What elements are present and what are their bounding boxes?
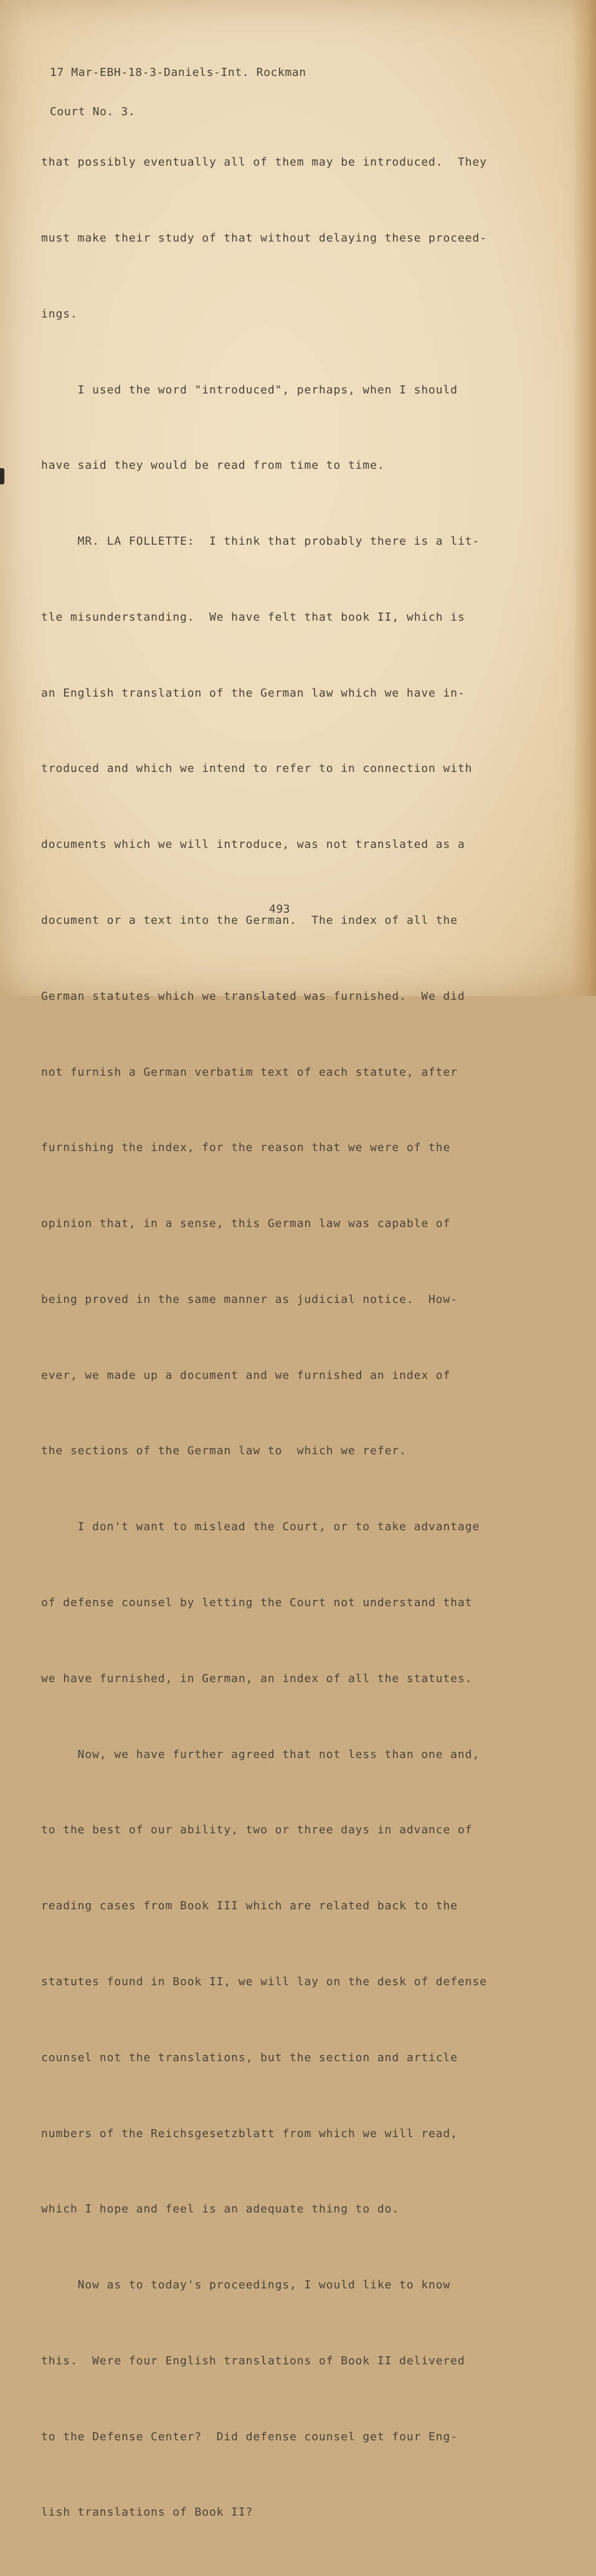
text-line: we have furnished, in German, an index of all the statutes.: [41, 1671, 473, 1685]
text-line: of defense counsel by letting the Court not understand that: [41, 1596, 473, 1610]
text-line: the sections of the German law to which we refer.: [41, 1444, 407, 1458]
header-line-2: Court No. 3.: [50, 105, 136, 118]
text-line: I don't want to mislead the Court, or to take advantage: [41, 1520, 480, 1534]
transcript-body: [41, 100, 514, 2576]
text-line: lish translations of Book II?: [41, 2506, 253, 2519]
text-line: statutes found in Book II, we will lay on the desk of defense: [41, 1975, 487, 1988]
text-line: troduced and which we intend to refer to in connection with: [41, 762, 473, 776]
text-line: not furnish a German verbatim text of each statute, after: [41, 1065, 458, 1079]
text-line: German statutes which we translated was furnished. We did: [41, 989, 465, 1003]
text-line: this. Were four English translations of Book II delivered: [41, 2354, 465, 2367]
text-line: ings.: [41, 307, 78, 321]
text-line: to the Defense Center? Did defense counsel get four Eng-: [41, 2430, 458, 2443]
page-number: 493: [269, 903, 291, 916]
text-line: MR. LA FOLLETTE: I think that probably there is a lit-: [41, 535, 480, 548]
text-line: to the best of our ability, two or three days in advance of: [41, 1823, 473, 1837]
text-line: Now, we have further agreed that not less than one and,: [41, 1747, 480, 1761]
text-line: being proved in the same manner as judicial notice. How-: [41, 1292, 458, 1306]
text-line: documents which we will introduce, was not translated as a: [41, 838, 465, 852]
text-line: tle misunderstanding. We have felt that book II, which is: [41, 610, 465, 624]
binding-mark: [0, 468, 4, 484]
text-line: reading cases from Book III which are related back to the: [41, 1899, 458, 1913]
header-line-1: 17 Mar-EBH-18-3-Daniels-Int. Rockman: [50, 66, 306, 79]
text-line: an English translation of the German law which we have in-: [41, 686, 465, 700]
text-line: document or a text into the German. The index of all the: [41, 914, 458, 927]
text-line: furnishing the index, for the reason that we were of the: [41, 1141, 451, 1155]
text-line: have said they would be read from time to time.: [41, 459, 385, 472]
page-edge-shadow: [572, 0, 596, 996]
text-line: opinion that, in a sense, this German law was capable of: [41, 1217, 451, 1231]
text-line: which I hope and feel is an adequate thing to do.: [41, 2202, 400, 2216]
text-line: counsel not the translations, but the section and article: [41, 2051, 458, 2064]
text-line: must make their study of that without delaying these proceed-: [41, 231, 487, 245]
text-line: numbers of the Reichsgesetzblatt from which we will read,: [41, 2127, 458, 2140]
text-line: Now as to today's proceedings, I would like to know: [41, 2278, 451, 2292]
text-line: I used the word "introduced", perhaps, when I should: [41, 383, 458, 397]
text-line: that possibly eventually all of them may be introduced. They: [41, 156, 487, 169]
text-line: ever, we made up a document and we furnished an index of: [41, 1368, 451, 1382]
